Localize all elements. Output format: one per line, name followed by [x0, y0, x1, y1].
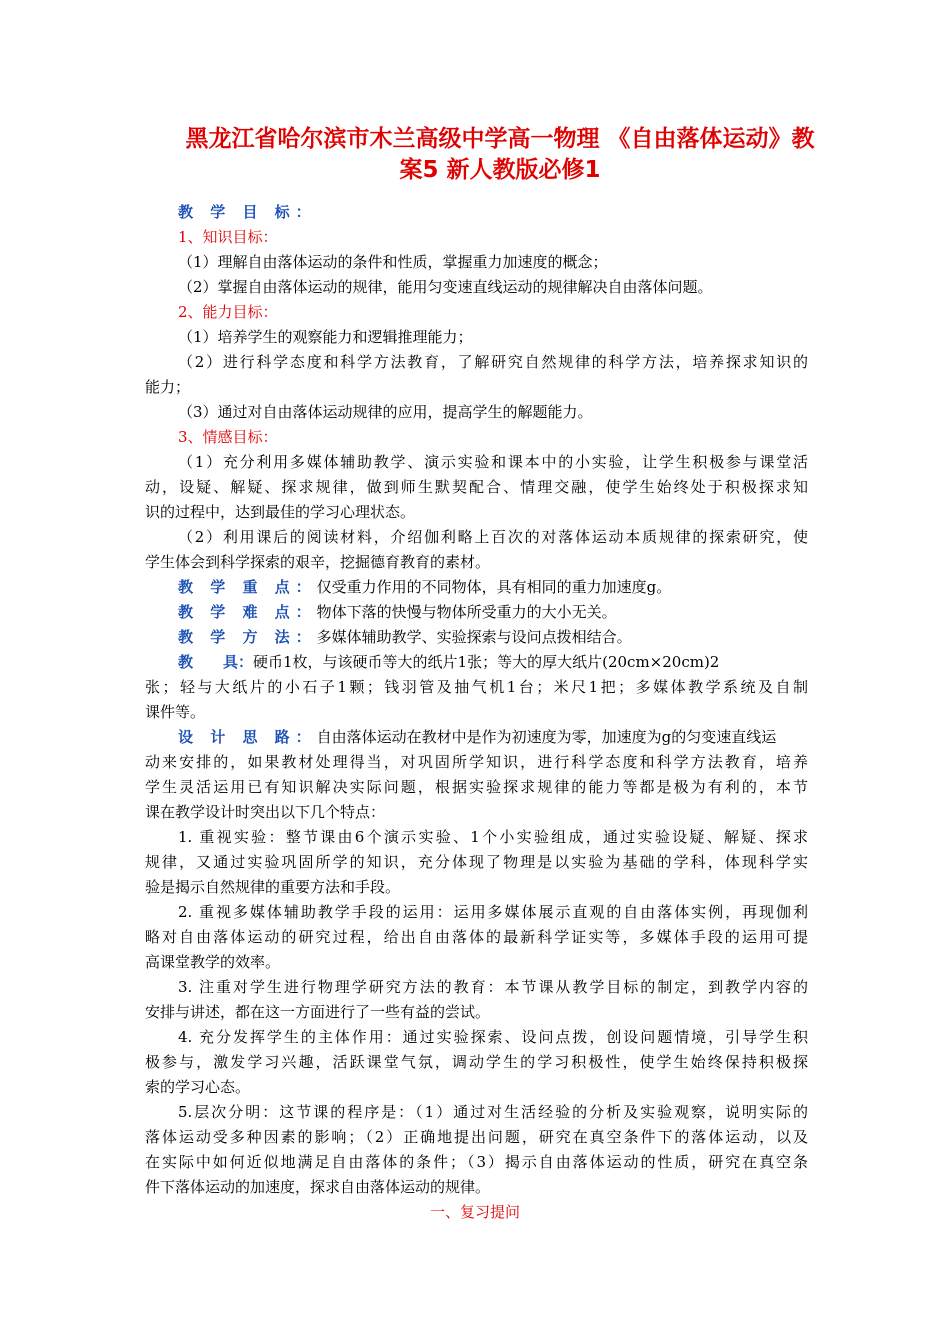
- emotion-label: 3、情感目标：: [178, 428, 278, 446]
- feature-2-line3: 高课堂教学的效率。: [145, 953, 281, 971]
- method-label: 教 学 方 法：: [178, 628, 317, 646]
- feature-3-line2: 安排与讲述，都在这一方面进行了一些有益的尝试。: [145, 1003, 491, 1021]
- doc-title-line1: 黑龙江省哈尔滨市木兰高级中学高一物理 《自由落体运动》教: [185, 126, 815, 152]
- knowledge-label: 1、知识目标：: [178, 228, 278, 246]
- knowledge-item-2: （2）掌握自由落体运动的规律，能用匀变速直线运动的规律解决自由落体问题。: [178, 278, 713, 296]
- feature-5-line1: 5.层次分明：这节课的程序是：（1）通过对生活经验的分析及实验观察，说明实际的: [178, 1103, 808, 1121]
- tools-line1: 硬币1枚，与该硬币等大的纸片1张；等大的厚大纸片(20cm×20cm)2: [253, 653, 720, 671]
- feature-5-line3: 在实际中如何近似地满足自由落体的条件；（3）揭示自由落体运动的性质，研究在真空条: [145, 1153, 808, 1171]
- method-text: 多媒体辅助教学、实验探索与设问点拨相结合。: [316, 628, 632, 646]
- design-line4: 课在教学设计时突出以下几个特点：: [145, 803, 386, 821]
- feature-4-line1: 4. 充分发挥学生的主体作用：通过实验探索、设问点拨，创设问题情境，引导学生积: [178, 1028, 808, 1046]
- design-line1: 自由落体运动在教材中是作为初速度为零，加速度为g的匀变速直线运: [316, 728, 777, 746]
- difficulty-label: 教 学 难 点：: [178, 603, 317, 621]
- ability-item-2-line2: 能力；: [145, 378, 191, 396]
- emotion-item-1-line2: 动，设疑、解疑、探求规律，做到师生默契配合、情理交融，使学生始终处于积极探求知: [145, 478, 808, 496]
- tools-line3: 课件等。: [145, 703, 206, 721]
- feature-5-line4: 件下落体运动的加速度，探求自由落体运动的规律。: [145, 1178, 491, 1196]
- ability-item-1: （1）培养学生的观察能力和逻辑推理能力；: [178, 328, 473, 346]
- feature-5-line2: 落体运动受多种因素的影响；（2）正确地提出问题，研究在真空条件下的落体运动，以及: [145, 1128, 808, 1146]
- feature-2-line1: 2. 重视多媒体辅助教学手段的运用：运用多媒体展示直观的自由落体实例，再现伽利: [178, 903, 808, 921]
- feature-1-line3: 验是揭示自然规律的重要方法和手段。: [145, 878, 401, 896]
- feature-4-line2: 极参与，激发学习兴趣，活跃课堂气氛，调动学生的学习积极性，使学生始终保持积极探: [145, 1053, 808, 1071]
- ability-label: 2、能力目标：: [178, 303, 278, 321]
- doc-title-line2: 案5 新人教版必修1: [399, 157, 601, 183]
- tools-line2: 张；轻与大纸片的小石子1颗；钱羽管及抽气机1台；米尺1把；多媒体教学系统及自制: [145, 678, 808, 696]
- feature-1-line2: 规律，又通过实验巩固所学的知识，充分体现了物理是以实验为基础的学科，体现科学实: [145, 853, 808, 871]
- feature-3-line1: 3. 注重对学生进行物理学研究方法的教育：本节课从教学目标的制定，到教学内容的: [178, 978, 808, 996]
- emotion-item-1-line3: 识的过程中，达到最佳的学习心理状态。: [145, 503, 416, 521]
- design-label: 设 计 思 路：: [178, 728, 317, 746]
- knowledge-item-1: （1）理解自由落体运动的条件和性质，掌握重力加速度的概念；: [178, 253, 608, 271]
- section-review-heading: 一、复习提问: [429, 1203, 520, 1221]
- tools-label: 教 具：: [178, 653, 254, 671]
- design-line3: 学生灵活运用已有知识解决实际问题，根据实验探求规律的能力等都是极为有利的，本节: [145, 778, 808, 796]
- emotion-item-1-line1: （1）充分利用多媒体辅助教学、演示实验和课本中的小实验，让学生积极参与课堂活: [178, 453, 808, 471]
- ability-item-3: （3）通过对自由落体运动规律的应用，提高学生的解题能力。: [178, 403, 593, 421]
- emotion-item-2-line2: 学生体会到科学探索的艰辛，挖掘德育教育的素材。: [145, 553, 491, 571]
- key-point-label: 教 学 重 点：: [178, 578, 317, 596]
- objectives-heading: 教 学 目 标：: [178, 203, 317, 221]
- tools: [178, 650, 846, 675]
- difficulty-text: 物体下落的快慢与物体所受重力的大小无关。: [316, 603, 617, 621]
- method: [178, 625, 846, 650]
- difficulty: [178, 600, 846, 625]
- feature-4-line3: 索的学习心态。: [145, 1078, 251, 1096]
- feature-1-line1: 1. 重视实验：整节课由6个演示实验、1个小实验组成，通过实验设疑、解疑、探求: [178, 828, 808, 846]
- design-intro: [178, 725, 846, 750]
- ability-item-2-line1: （2）进行科学态度和科学方法教育，了解研究自然规律的科学方法，培养探求知识的: [178, 353, 808, 371]
- key-point-text: 仅受重力作用的不同物体，具有相同的重力加速度g。: [316, 578, 672, 596]
- feature-2-line2: 略对自由落体运动的研究过程，给出自由落体的最新科学证实等，多媒体手段的运用可提: [145, 928, 808, 946]
- emotion-item-2-line1: （2）利用课后的阅读材料，介绍伽利略上百次的对落体运动本质规律的探索研究，使: [178, 528, 808, 546]
- design-line2: 动来安排的，如果教材处理得当，对巩固所学知识，进行科学态度和科学方法教育，培养: [145, 753, 808, 771]
- key-point: [178, 575, 846, 600]
